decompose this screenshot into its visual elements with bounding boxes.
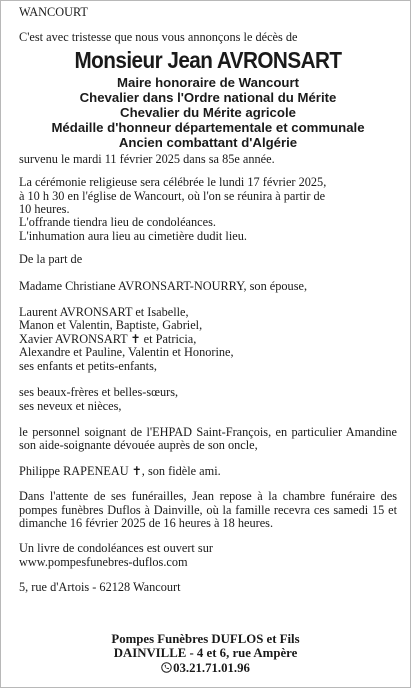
friend-line bbox=[19, 465, 397, 478]
family-line: Manon et Valentin, Baptiste, Gabriel, bbox=[19, 318, 203, 333]
family-line bbox=[19, 333, 397, 346]
phone-number: 03.21.71.01.96 bbox=[173, 660, 250, 675]
ceremony-line: 10 heures. bbox=[19, 202, 70, 217]
family-line: ses enfants et petits-enfants, bbox=[19, 358, 157, 373]
death-date: survenu le mardi 11 février 2025 dans sa 85e année. bbox=[19, 151, 275, 166]
telephone-icon bbox=[161, 662, 172, 673]
family-name: Xavier AVRONSART bbox=[19, 331, 128, 346]
funeral-home-name: Pompes Funèbres DUFLOS et Fils bbox=[111, 631, 300, 646]
condolence-url: www.pompesfunebres-duflos.com bbox=[19, 554, 188, 569]
condolence-text: Un livre de condoléances est ouvert sur bbox=[19, 541, 213, 556]
visitation-info: Dans l'attente de ses funérailles, Jean repose à la chambre funéraire des pompes funèbres Duflos à Dainville, où la famille recevra ces samedi 15 et dimanche 16 février 2025 de 16 heures à 18 heures. bbox=[19, 489, 397, 530]
family-line: Alexandre et Pauline, Valentin et Honorine, bbox=[19, 345, 234, 360]
cross-icon: ✝ bbox=[131, 463, 142, 478]
honor-title: Médaille d'honneur départementale et communale bbox=[51, 119, 365, 135]
children-block bbox=[19, 306, 397, 373]
town-header: WANCOURT bbox=[19, 5, 88, 19]
ceremony-line: La cérémonie religieuse sera célébrée le lundi 17 février 2025, bbox=[19, 175, 327, 190]
family-address: 5, rue d'Artois - 62128 Wancourt bbox=[19, 580, 181, 595]
honor-title: Maire honoraire de Wancourt bbox=[117, 74, 299, 90]
honor-title: Chevalier dans l'Ordre national du Mérite bbox=[79, 89, 337, 105]
honor-title: Chevalier du Mérite agricole bbox=[120, 104, 296, 120]
family-line: ses beaux-frères et belles-sœurs, bbox=[19, 385, 179, 400]
ceremony-line: à 10 h 30 en l'église de Wancourt, où l'on se réunira à partir de bbox=[19, 188, 326, 203]
relatives-block bbox=[19, 386, 397, 413]
family-name: et Patricia, bbox=[140, 331, 197, 346]
friend-name: Philippe RAPENEAU bbox=[19, 463, 129, 478]
funeral-home-footer bbox=[1, 632, 410, 676]
ceremony-line: L'inhumation aura lieu au cimetière dudit lieu. bbox=[19, 228, 247, 243]
staff-thanks: le personnel soignant de l'EHPAD Saint-François, en particulier Amandine son aide-soignante dévouée auprès de son oncle, bbox=[19, 424, 397, 453]
condolence-book bbox=[19, 542, 397, 569]
ceremony-line: L'offrande tiendra lieu de condoléances. bbox=[19, 215, 216, 230]
cross-icon: ✝ bbox=[130, 331, 141, 346]
spouse-line: Madame Christiane AVRONSART-NOURRY, son épouse, bbox=[19, 278, 308, 293]
intro-text: C'est avec tristesse que nous vous annonçons le décès de bbox=[19, 30, 298, 45]
funeral-home-address: DAINVILLE - 4 et 6, rue Ampère bbox=[113, 646, 298, 660]
friend-label: , son fidèle ami. bbox=[141, 463, 221, 478]
funeral-home-phone bbox=[1, 661, 410, 676]
honor-title: Ancien combattant d'Algérie bbox=[118, 134, 298, 150]
family-line: Laurent AVRONSART et Isabelle, bbox=[19, 305, 189, 320]
ceremony-info bbox=[19, 176, 397, 243]
from-label: De la part de bbox=[19, 252, 83, 267]
deceased-name: Monsieur Jean AVRONSART bbox=[74, 46, 342, 73]
family-line: ses neveux et nièces, bbox=[19, 398, 122, 413]
honors-list bbox=[19, 75, 397, 150]
